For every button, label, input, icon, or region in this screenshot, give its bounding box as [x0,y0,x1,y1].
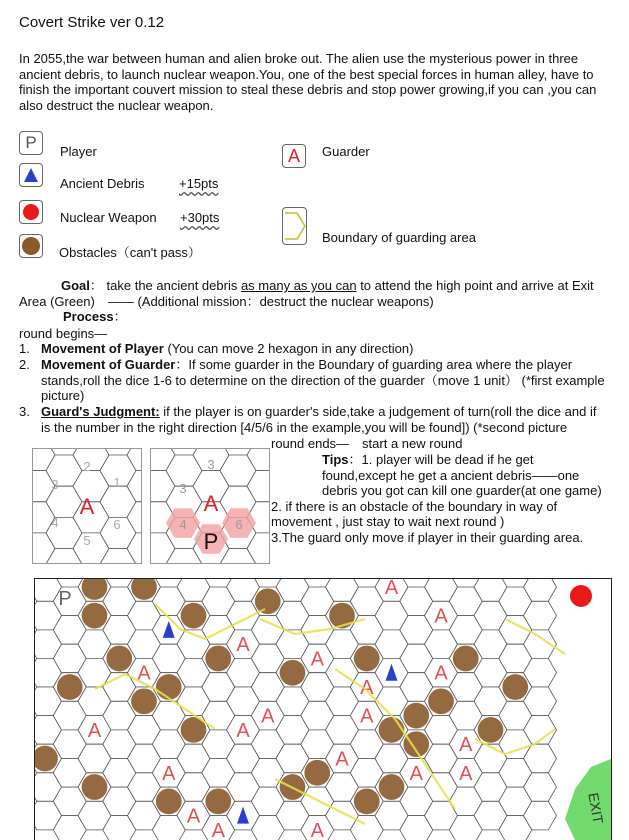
guarder-token: A [236,634,250,657]
obstacle-token [354,646,380,672]
goal-heading: Goal [61,278,90,293]
guarder-token: A [335,748,349,771]
example-guarder: A [203,491,219,516]
obstacle-token [82,603,108,629]
nuclear-points: +30pts [180,210,220,225]
guarder-token: A [409,762,423,785]
obstacle-label: Obstacles（can't pass） [59,245,201,260]
tips-block: Tips：1. player will be dead if he get found,except he get a ancient debris——one debris you got can kill one guarder(at one game) 2. if there is an obstacle of the boundary in way of movement , just stay to wait next round ) 3.The guard only move if player in their guarding area. [271,452,602,545]
example-player: P [203,529,219,554]
process-item-2: 2. Movement of Guarder：If some guarder in the Boundary of guarding area where the player stands,roll the dice 1-6 to determine on the direction of the guarder（move 1 unit） (*first example picture) [19,357,605,403]
obstacle-icon [19,234,43,258]
exit-label: EXIT [585,791,607,825]
process-heading: Process： [63,309,127,324]
player-icon: P [19,131,43,155]
dice-number: 3 [207,457,215,472]
intro-text: In 2055,the war between human and alien broke out. The alien use the mysterious power in three ancient debris, to launch nuclear weapon.You, one of the best special forces in human alley, have to finish the important couvert mission to steal these debris and stop power growing,if you can ,you can also destruct the nuclear weapon. [19,51,597,113]
nuclear-label: Nuclear Weapon [60,210,157,225]
guarder-token: A [310,648,324,671]
guarder-token: A [310,819,324,840]
dice-number: 4 [51,515,59,530]
guarder-token: A [434,605,448,628]
obstacle-token [354,788,380,814]
guarder-token: A [360,677,374,700]
guarder-token: A [384,579,399,599]
obstacle-token [156,674,182,700]
dice-number: 3 [179,481,187,496]
obstacle-token [205,788,231,814]
example-picture-2 [150,448,270,564]
page-title: Covert Strike ver 0.12 [19,14,165,31]
obstacle-token [82,774,108,800]
guarder-token: A [162,762,176,785]
obstacle-token [502,674,528,700]
round-ends: round ends— start a new round [271,436,463,451]
dice-number: 2 [83,459,91,474]
example-picture-1 [32,448,142,564]
round-begins: round begins— [19,326,108,341]
obstacle-token [379,717,405,743]
guarder-token: A [261,705,275,728]
obstacle-token [205,646,231,672]
nuclear-icon [19,200,43,224]
process-item-3: 3. Guard's Judgment: if the player is on guarder's side,take a judgement of turn(roll the dice and if is the number in the right direction [4/5/6 in the example,you will be found]) (*second picture [19,404,597,435]
obstacle-token [280,660,306,686]
obstacle-token [57,674,83,700]
guarder-token: A [137,662,151,685]
dice-number: 4 [179,517,187,532]
obstacle-token [478,717,504,743]
guarder-label: Guarder [322,144,370,159]
debris-points: +15pts [179,176,219,191]
obstacle-token [106,646,132,672]
dice-number: 3 [51,477,59,492]
tips-heading: Tips [322,452,349,467]
guarder-icon: A [282,144,306,168]
dice-number: 6 [235,517,243,532]
obstacle-token [255,588,281,614]
obstacle-token [181,603,207,629]
obstacle-token [453,646,479,672]
example-guarder: A [79,494,95,519]
goal-text: Goal： take the ancient debris as many as you can to attend the high point and arrive at Exit Area (Green) —— (Additional mission：destruct the nuclear weapons) [19,278,594,309]
obstacle-token [131,688,157,714]
guarder-token: A [186,805,201,828]
guarder-token: A [236,719,250,742]
obstacle-token [403,731,429,757]
guarder-token: A [360,705,374,728]
dice-number: 6 [113,517,121,532]
boundary-icon [282,207,307,245]
obstacle-token [304,760,330,786]
game-board[interactable] [34,578,612,840]
dice-number: 1 [113,475,121,490]
boundary-label: Boundary of guarding area [322,230,476,245]
guarder-token: A [434,662,448,685]
player-label: Player [60,144,97,159]
nuclear-token [570,585,592,607]
process-item-1: 1. Movement of Player (You can move 2 hexagon in any direction) [19,341,414,356]
obstacle-token [156,788,182,814]
obstacle-token [379,774,405,800]
dice-number: 5 [83,533,91,548]
obstacle-token [403,703,429,729]
guarder-token: A [459,762,473,785]
guarder-token: A [87,719,102,742]
player-token[interactable]: P [58,588,72,610]
debris-icon [19,163,43,187]
debris-label: Ancient Debris [60,176,145,191]
obstacle-token [428,688,454,714]
guarder-token: A [459,734,473,757]
guarder-token: A [211,819,225,840]
